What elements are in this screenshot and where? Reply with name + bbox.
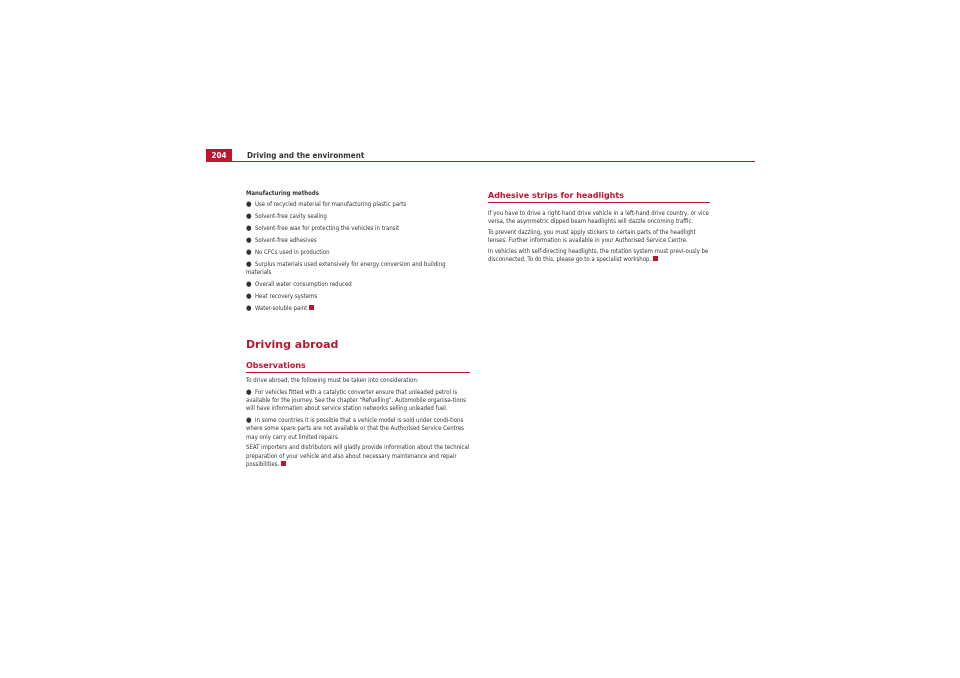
bullet-icon: ● xyxy=(246,415,252,424)
bullet-icon: ● xyxy=(246,279,252,288)
section-end-icon xyxy=(653,256,658,261)
paragraph: To prevent dazzling, you must apply stickers to certain parts of the headlight lenses. Further information is available in your Authorised Service Centre. xyxy=(488,228,696,245)
observations-intro: To drive abroad, the following must be taken into consideration: xyxy=(246,377,419,385)
paragraph: In vehicles with self-directing headlights, the rotation system must previ-ously be disconnected. To do this, please go to a specialist workshop. xyxy=(488,247,709,264)
right-column xyxy=(488,190,710,267)
adhesive-strips-heading: Adhesive strips for headlights xyxy=(488,191,710,203)
bullet-icon: ● xyxy=(246,200,252,209)
paragraph: If you have to drive a right-hand drive vehicle in a left-hand drive country, or vice versa, the asymmetric dipped beam headlights will dazzle oncoming traffic. xyxy=(488,210,709,226)
manufacturing-methods-list xyxy=(246,200,470,313)
bullet-icon: ● xyxy=(246,235,252,244)
section-title: Driving abroad xyxy=(246,338,339,352)
observations-heading: Observations xyxy=(246,361,470,373)
page-header xyxy=(206,149,755,163)
section-end-icon xyxy=(309,305,314,310)
manufacturing-methods-heading: Manufacturing methods xyxy=(246,190,319,197)
list-item: ● Water-soluble paint xyxy=(246,304,470,313)
chapter-title: Driving and the environment xyxy=(247,151,365,160)
list-item: ● No CFCs used in production xyxy=(246,247,330,256)
list-item: ● Solvent-free wax for protecting the vehicles in transit xyxy=(246,224,400,233)
bullet-icon: ● xyxy=(246,224,252,233)
list-item: ● In some countries it is possible that a vehicle model is sold under condi-tions where some spare parts are not available or that the Authorised Service Centres may only carry out limited repairs. xyxy=(246,415,464,441)
list-item: ● Heat recovery systems xyxy=(246,291,318,300)
bullet-icon: ● xyxy=(246,387,252,396)
section-end-icon xyxy=(281,461,286,466)
bullet-icon: ● xyxy=(246,291,252,300)
page-number: 204 xyxy=(206,149,232,162)
list-item: ● Use of recycled material for manufacturing plastic parts xyxy=(246,200,407,209)
list-item: ● Overall water consumption reduced xyxy=(246,279,352,288)
list-item: ● Solvent-free cavity sealing xyxy=(246,212,327,221)
bullet-icon: ● xyxy=(246,212,252,221)
list-item: ● For vehicles fitted with a catalytic converter ensure that unleaded petrol is available for the journey. See the chapter “Refuelling”. Automobile organisa-tions will have information about service station networks selling unleaded fuel. xyxy=(246,387,466,413)
list-item: ● Solvent-free adhesives xyxy=(246,235,317,244)
header-divider xyxy=(206,161,755,162)
observations-closing: SEAT importers and distributors will gladly provide information about the technical preparation of your vehicle and also about necessary maintenance and repair possibilities. xyxy=(246,444,470,468)
bullet-icon: ● xyxy=(246,259,252,268)
bullet-icon: ● xyxy=(246,247,252,256)
list-item: ● Surplus materials used extensively for energy conversion and building materials xyxy=(246,259,446,277)
left-column xyxy=(246,190,470,472)
bullet-icon: ● xyxy=(246,303,252,312)
